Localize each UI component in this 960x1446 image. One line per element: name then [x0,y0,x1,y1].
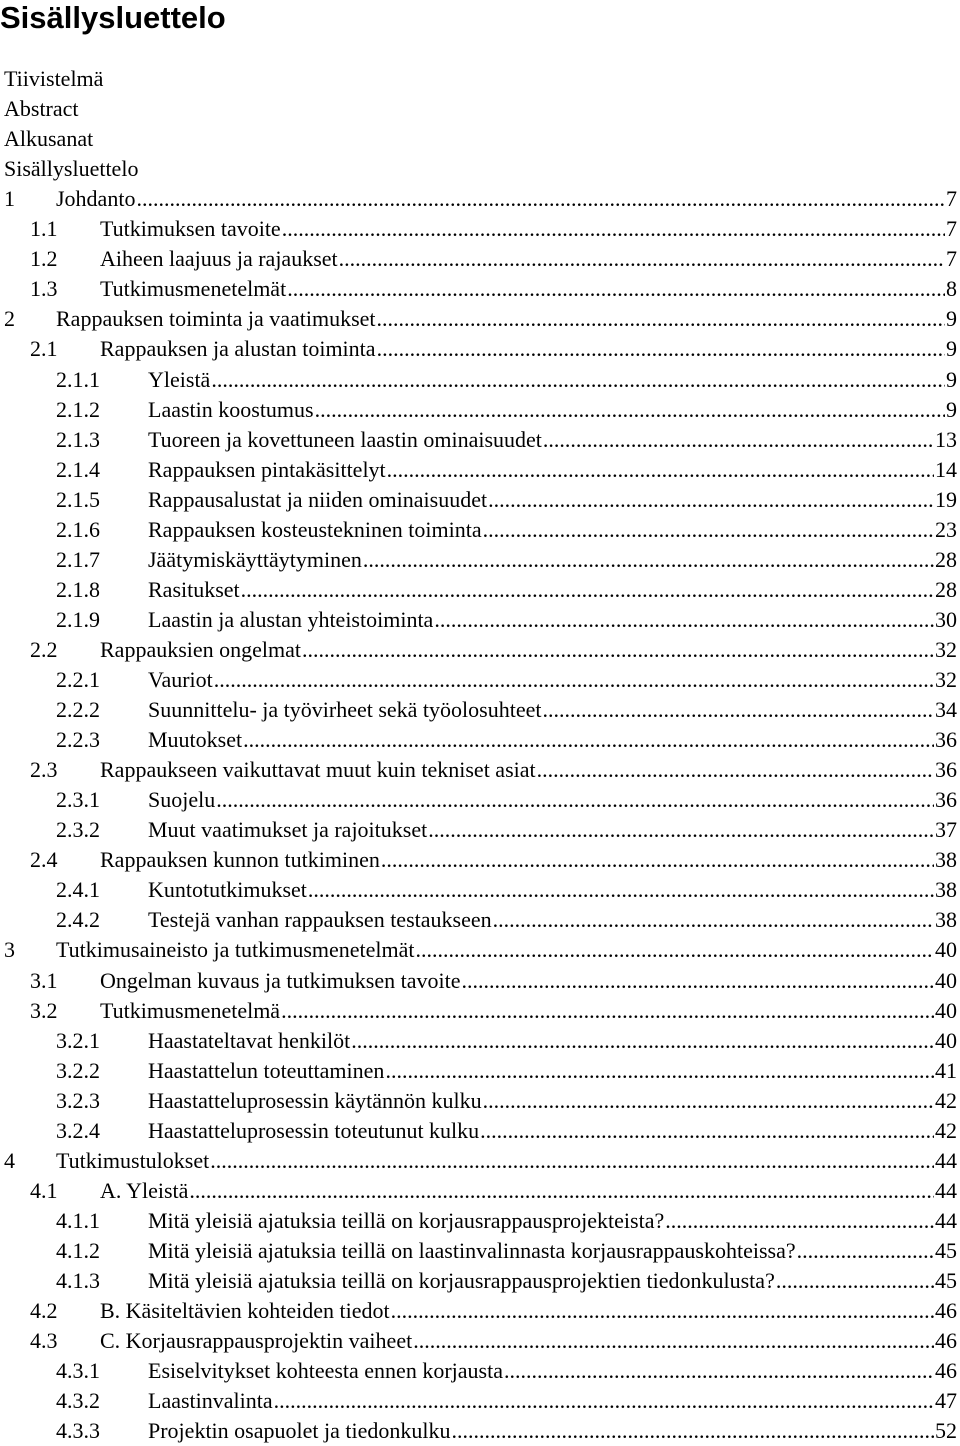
toc-entry [0,214,957,244]
toc-entry [0,725,957,755]
toc-entry-page: 9 [946,366,957,392]
toc-entry-title: Muutokset [148,727,243,753]
toc-entry-page: 9 [946,336,957,362]
toc-entry-page: 32 [935,636,957,662]
toc-leader-dots [377,334,945,364]
toc-entry [0,695,957,725]
toc-entry [0,1236,957,1266]
toc-leader-dots [504,1356,934,1386]
toc-entry-page: 28 [935,546,957,572]
toc-entry-page: 44 [935,1207,957,1233]
toc-entry-title: Rappausalustat ja niiden ominaisuudet [148,486,488,512]
toc-entry-page: 47 [935,1388,957,1414]
toc-entry [0,515,957,545]
toc-entry-number: 2.1.1 [56,366,100,392]
toc-entry-number: 4.3.1 [56,1358,100,1384]
toc-leader-dots [287,274,945,304]
toc-entry [0,425,957,455]
toc-entry-number: 3 [4,937,15,963]
toc-entry-number: 4.1.3 [56,1268,100,1293]
toc-entry [0,365,957,395]
toc-entry-number: 4.1 [30,1177,58,1203]
toc-entry-page: 28 [935,576,957,602]
toc-entry-title: Mitä yleisiä ajatuksia teillä on korjausrappausprojekteista? [148,1207,665,1233]
toc-entry-page: 13 [935,426,957,452]
toc-entry-number: 3.2.3 [56,1087,100,1113]
toc-entry-number: 3.2.1 [56,1027,100,1053]
toc-entry-page: 34 [935,697,957,723]
toc-entry-title: Johdanto [56,186,136,212]
toc-entry-title: Tutkimusaineisto ja tutkimusmenetelmät [56,937,415,963]
toc-entry-page: 32 [935,667,957,692]
toc-entry [0,575,957,605]
toc-leader-dots [302,635,934,665]
toc-entry-page: 8 [946,276,957,302]
toc-entry [0,124,957,154]
toc-entry [0,635,957,665]
toc-leader-dots [315,395,945,425]
toc-leader-dots [351,1026,934,1056]
toc-entry-number: 2.1.4 [56,456,100,482]
toc-entry-number: 3.2.4 [56,1117,100,1143]
toc-entry-title: Haastattelun toteuttaminen [148,1057,385,1083]
toc-entry [0,94,957,124]
toc-entry-page: 36 [935,727,957,753]
toc-entry-page: 38 [935,847,957,873]
toc-entry-page: 41 [935,1057,957,1083]
toc-entry [0,395,957,425]
toc-entry-title: Tutkimusmenetelmät [100,276,287,302]
toc-entry-page: 46 [935,1358,957,1384]
toc-entry [0,334,957,364]
toc-entry [0,845,957,875]
toc-leader-dots [308,875,934,905]
toc-entry-title: Tutkimusmenetelmä [100,997,281,1023]
toc-leader-dots [493,905,934,935]
toc-entry-title: Ongelman kuvaus ja tutkimuksen tavoite [100,967,461,993]
toc-entry-number: 2.4.2 [56,907,100,933]
toc-entry-title: Testejä vanhan rappauksen testaukseen [148,907,492,933]
toc-leader-dots [462,966,935,996]
toc-entry [0,755,957,785]
toc-entry-title: Suojelu [148,787,216,813]
toc-leader-dots [434,605,934,635]
toc-entry-number: 1 [4,186,15,212]
toc-leader-dots [243,725,934,755]
toc-leader-dots [416,935,935,965]
toc-leader-dots [189,1176,934,1206]
toc-entry-title: Alkusanat [4,126,94,152]
toc-entry-title: B. Käsiteltävien kohteiden tiedot [100,1298,390,1324]
toc-entry-page: 42 [935,1117,957,1143]
toc-leader-dots [377,304,945,334]
toc-entry-title: C. Korjausrappausprojektin vaiheet [100,1328,413,1354]
toc-entry-title: Tiivistelmä [4,66,104,91]
toc-entry-number: 2.4 [30,847,58,873]
toc-entry-page: 7 [946,216,957,242]
toc-entry-page: 23 [935,516,957,542]
toc-entry-number: 4.1.2 [56,1237,100,1263]
toc-entry [0,1416,957,1446]
toc-entry-number: 2.1 [30,336,58,362]
toc-leader-dots [537,755,934,785]
toc-entry-title: Esiselvitykset kohteesta ennen korjausta [148,1358,503,1384]
toc-entry-page: 9 [946,306,957,332]
page-title: Sisällysluettelo [0,0,226,35]
toc-entry-page: 42 [935,1087,957,1113]
toc-entry-title: Rappauksien ongelmat [100,636,302,662]
toc-leader-dots [488,485,934,515]
toc-entry-page: 46 [935,1328,957,1354]
toc-entry [0,455,957,485]
toc-entry [0,935,957,965]
toc-entry [0,875,957,905]
toc-entry-title: Rappauksen ja alustan toiminta [100,336,376,362]
toc-entry [0,1056,957,1086]
toc-entry-title: Rappauksen kosteustekninen toiminta [148,516,482,542]
toc-leader-dots [797,1236,934,1266]
toc-entry-title: Tutkimustulokset [56,1147,210,1173]
toc-entry-title: Laastin ja alustan yhteistoiminta [148,606,434,632]
toc-entry-page: 52 [935,1418,957,1444]
toc-entry [0,1386,957,1416]
toc-entry-number: 2.3.1 [56,787,100,813]
toc-entry-number: 4.3.2 [56,1388,100,1414]
toc-entry-title: Mitä yleisiä ajatuksia teillä on korjausrappausprojektien tiedonkulusta? [148,1268,775,1293]
toc-entry-number: 4.2 [30,1298,58,1324]
toc-entry-number: 2.1.7 [56,546,100,572]
toc-leader-dots [542,695,934,725]
toc-entry [0,605,957,635]
toc-entry-number: 3.2 [30,997,58,1023]
toc-entry-page: 36 [935,757,957,783]
toc-leader-dots [274,1386,934,1416]
toc-entry-title: Suunnittelu- ja työvirheet sekä työolosuhteet [148,697,542,723]
toc-leader-dots [776,1266,934,1296]
toc-entry-page: 40 [935,1027,957,1053]
toc-entry-title: Rappaukseen vaikuttavat muut kuin tekniset asiat [100,757,536,783]
toc-leader-dots [413,1326,934,1356]
toc-entry [0,64,957,94]
toc-entry-title: Mitä yleisiä ajatuksia teillä on laastinvalinnasta korjausrappauskohteissa? [148,1237,796,1263]
toc-entry [0,815,957,845]
toc-entry [0,785,957,815]
toc-entry-page: 36 [935,787,957,813]
toc-entry [0,665,957,695]
toc-leader-dots [381,845,934,875]
toc-leader-dots [216,785,934,815]
toc-entry-title: Sisällysluettelo [4,156,139,182]
toc-entry [0,1326,957,1356]
toc-entry-page: 44 [935,1177,957,1203]
toc-entry [0,274,957,304]
toc-entry [0,905,957,935]
toc-entry-number: 2.1.9 [56,606,100,632]
toc-entry-title: Haastateltavat henkilöt [148,1027,351,1053]
toc-entry [0,966,957,996]
toc-entry-number: 4.3 [30,1328,58,1354]
toc-entry-number: 2.1.8 [56,576,100,602]
toc-leader-dots [483,1086,934,1116]
toc-entry [0,1356,957,1386]
toc-entry-title: Abstract [4,96,79,122]
toc-entry [0,1086,957,1116]
toc-entry [0,996,957,1026]
toc-entry-page: 38 [935,877,957,903]
toc-entry-title: Tutkimuksen tavoite [100,216,281,242]
toc-entry-title: Yleistä [148,366,211,392]
toc-entry-number: 2 [4,306,15,332]
toc-entry-number: 2.2.2 [56,697,100,723]
toc-entry-number: 4.1.1 [56,1207,100,1233]
toc-entry-page: 7 [946,186,957,212]
toc-entry [0,1146,957,1176]
toc-entry-title: Kuntotutkimukset [148,877,307,903]
toc-entry-number: 1.2 [30,246,58,272]
toc-leader-dots [543,425,934,455]
toc-entry-number: 1.3 [30,276,58,302]
toc-leader-dots [428,815,934,845]
toc-leader-dots [241,575,934,605]
toc-leader-dots [281,996,934,1026]
toc-entry-page: 7 [946,246,957,272]
toc-entry-title: Laastin koostumus [148,396,314,422]
toc-entry-title: Haastatteluprosessin käytännön kulku [148,1087,482,1113]
toc-entry-number: 2.4.1 [56,877,100,903]
toc-entry [0,1176,957,1206]
toc-entry [0,545,957,575]
toc-entry-title: Laastinvalinta [148,1388,273,1414]
toc-entry-page: 40 [935,997,957,1023]
toc-entry [0,1026,957,1056]
toc-entry-page: 40 [935,967,957,993]
toc-entry [0,1296,957,1326]
toc-entry-page: 14 [935,456,957,482]
toc-entry-page: 45 [935,1237,957,1263]
toc-entry-number: 2.3.2 [56,817,100,843]
toc-leader-dots [136,184,945,214]
toc-entry-title: Haastatteluprosessin toteutunut kulku [148,1117,480,1143]
toc-leader-dots [339,244,945,274]
toc-leader-dots [363,545,934,575]
toc-entry-page: 9 [946,396,957,422]
toc-entry-title: Tuoreen ja kovettuneen laastin ominaisuudet [148,426,542,452]
toc-entry-title: Jäätymiskäyttäytyminen [148,546,362,572]
toc-entry-title: Aiheen laajuus ja rajaukset [100,246,338,272]
toc-entry-number: 2.2.3 [56,727,100,753]
toc-entry [0,304,957,334]
toc-entry-number: 2.1.6 [56,516,100,542]
toc-entry [0,485,957,515]
toc-entry-page: 19 [935,486,957,512]
toc-entry-title: A. Yleistä [100,1177,189,1203]
toc-entry-page: 30 [935,606,957,632]
toc-entry-page: 45 [935,1268,957,1293]
toc-leader-dots [480,1116,934,1146]
toc-entry [0,244,957,274]
toc-leader-dots [387,455,934,485]
toc-entry-page: 46 [935,1298,957,1324]
toc-leader-dots [282,214,945,244]
toc-entry-title: Vauriot [148,667,213,692]
toc-entry-page: 37 [935,817,957,843]
toc-entry-number: 3.2.2 [56,1057,100,1083]
toc-entry-number: 2.1.2 [56,396,100,422]
toc-leader-dots [214,665,934,695]
toc-entry-number: 2.2 [30,636,58,662]
toc-leader-dots [665,1206,934,1236]
toc-entry-title: Rasitukset [148,576,240,602]
toc-entry-title: Rappauksen toiminta ja vaatimukset [56,306,376,332]
toc-leader-dots [451,1416,934,1446]
toc-entry-page: 44 [935,1147,957,1173]
toc-entry [0,184,957,214]
toc-entry-page: 40 [935,937,957,963]
toc-entry [0,1266,957,1296]
toc-leader-dots [210,1146,934,1176]
toc-entry [0,1206,957,1236]
toc-entry-title: Rappauksen kunnon tutkiminen [100,847,380,873]
toc-entry-number: 2.1.3 [56,426,100,452]
toc-entry-number: 2.3 [30,757,58,783]
toc-entry-title: Muut vaatimukset ja rajoitukset [148,817,428,843]
toc-leader-dots [391,1296,934,1326]
toc-entry-number: 2.1.5 [56,486,100,512]
toc-entry-number: 4 [4,1147,15,1173]
toc-leader-dots [385,1056,934,1086]
toc-entry-number: 3.1 [30,967,58,993]
toc-leader-dots [483,515,934,545]
toc-entry-number: 2.2.1 [56,667,100,692]
toc-entry-title: Rappauksen pintakäsittelyt [148,456,386,482]
toc-entry-page: 38 [935,907,957,933]
toc-entry [0,154,957,184]
toc-leader-dots [211,365,945,395]
toc-entry-number: 1.1 [30,216,58,242]
toc-entry-number: 4.3.3 [56,1418,100,1444]
toc-entry [0,1116,957,1146]
toc-entry-title: Projektin osapuolet ja tiedonkulku [148,1418,451,1444]
